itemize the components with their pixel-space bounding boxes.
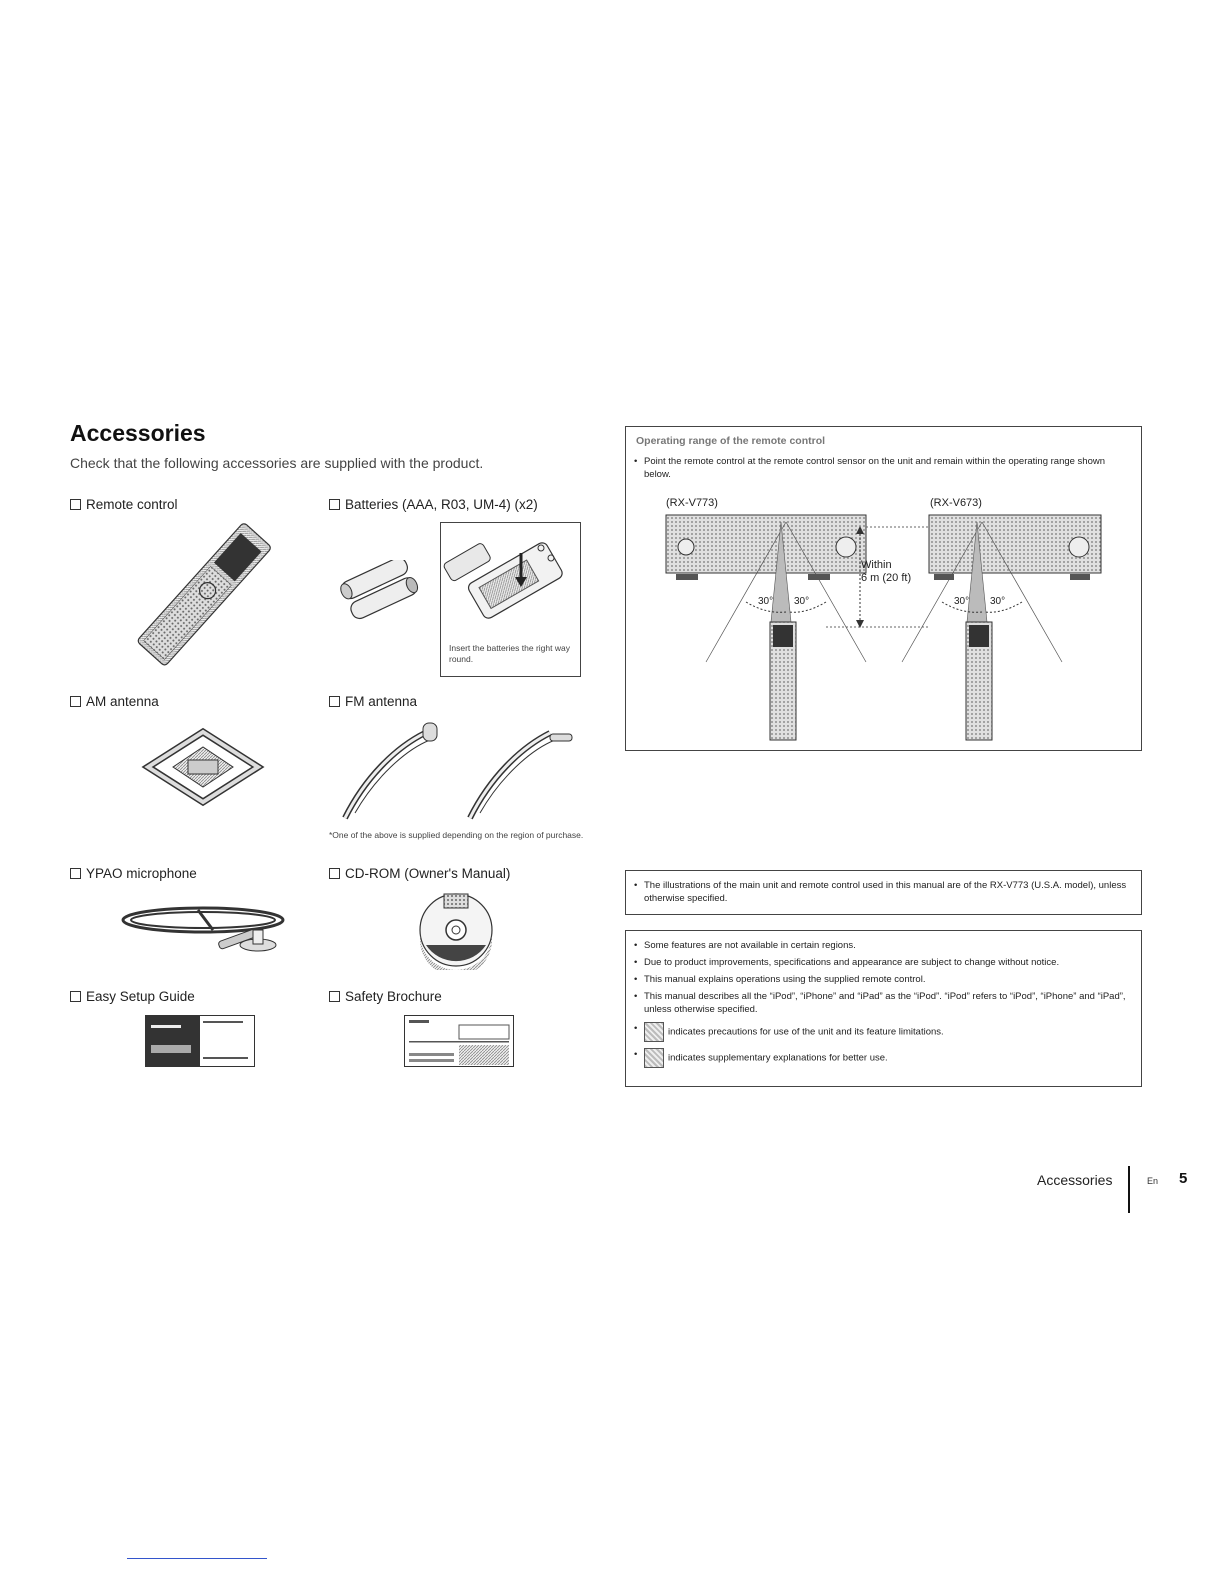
item-batteries: Batteries (AAA, R03, UM-4) (x2) (329, 497, 538, 512)
checkbox-icon (70, 499, 81, 510)
checkbox-icon (70, 868, 81, 879)
angle-label-4: 30° (990, 596, 1006, 607)
checkbox-icon (329, 991, 340, 1002)
checkbox-icon (329, 868, 340, 879)
caution-icon (644, 1022, 664, 1042)
illustration-note-box (625, 870, 1142, 915)
angle-label-1: 30° (758, 596, 774, 607)
fm-antenna-illustration (335, 718, 595, 828)
note-hints: • indicates supplementary explanations for better use. (634, 1048, 1134, 1068)
note-precautions: • indicates precautions for use of the unit and its feature limitations. (634, 1022, 1134, 1042)
remote-control-illustration (130, 520, 280, 670)
page-number: 5 (1179, 1170, 1188, 1187)
battery-insert-box (440, 522, 581, 677)
note-ipod: • This manual describes all the “iPod”, “iPhone” and “iPad” as the “iPod”. “iPod” refers to “iPod”, “iPhone” and “iPad”, unless otherwise specified. (634, 990, 1134, 1016)
checkbox-icon (70, 696, 81, 707)
note-improvements: • Due to product improvements, specifications and appearance are subject to change without notice. (634, 956, 1134, 969)
footer-lang: En (1147, 1176, 1159, 1186)
general-notes-box (625, 930, 1142, 1087)
footer-section: Accessories (1037, 1172, 1113, 1188)
item-remote-control: Remote control (70, 497, 178, 512)
model-right-label: (RX-V673) (930, 497, 982, 509)
battery-insertion-illustration (441, 523, 580, 641)
distance-label: Within 6 m (20 ft) (861, 559, 912, 584)
note-remote: • This manual explains operations using the supplied remote control. (634, 973, 1134, 986)
fm-antenna-note: *One of the above is supplied depending on the region of purchase. (329, 830, 584, 840)
am-antenna-illustration (138, 722, 268, 812)
footer-divider (1128, 1166, 1130, 1213)
bottom-link-underline (127, 1558, 267, 1559)
cd-rom-illustration (418, 890, 498, 970)
item-easy-setup-guide: Easy Setup Guide (70, 989, 195, 1004)
range-title: Operating range of the remote control (636, 435, 826, 447)
item-am-antenna: AM antenna (70, 694, 159, 709)
safety-brochure-illustration (404, 1015, 514, 1067)
intro-text: Check that the following accessories are supplied with the product. (70, 455, 484, 471)
ypao-microphone-illustration (118, 890, 288, 970)
item-ypao-microphone: YPAO microphone (70, 866, 197, 881)
battery-insert-note: Insert the batteries the right way round. (449, 643, 570, 664)
item-safety-brochure: Safety Brochure (329, 989, 442, 1004)
operating-range-diagram (626, 512, 1141, 747)
item-cd-rom: CD-ROM (Owner's Manual) (329, 866, 510, 881)
angle-label-2: 30° (794, 596, 810, 607)
model-left-label: (RX-V773) (666, 497, 718, 509)
illustration-note: • The illustrations of the main unit and remote control used in this manual are of the RX-V773 (U.S.A. model), unless otherwise specified. (634, 879, 1134, 905)
checkbox-icon (329, 499, 340, 510)
checkbox-icon (329, 696, 340, 707)
batteries-illustration (335, 560, 425, 620)
easy-setup-guide-illustration (145, 1015, 255, 1067)
hint-icon (644, 1048, 664, 1068)
item-fm-antenna: FM antenna (329, 694, 417, 709)
operating-range-box (625, 426, 1142, 751)
page-title: Accessories (70, 420, 206, 446)
range-bullet: • Point the remote control at the remote control sensor on the unit and remain within the operating range shown below. (634, 455, 1134, 481)
checkbox-icon (70, 991, 81, 1002)
angle-label-3: 30° (954, 596, 970, 607)
note-regions: • Some features are not available in certain regions. (634, 939, 1134, 952)
